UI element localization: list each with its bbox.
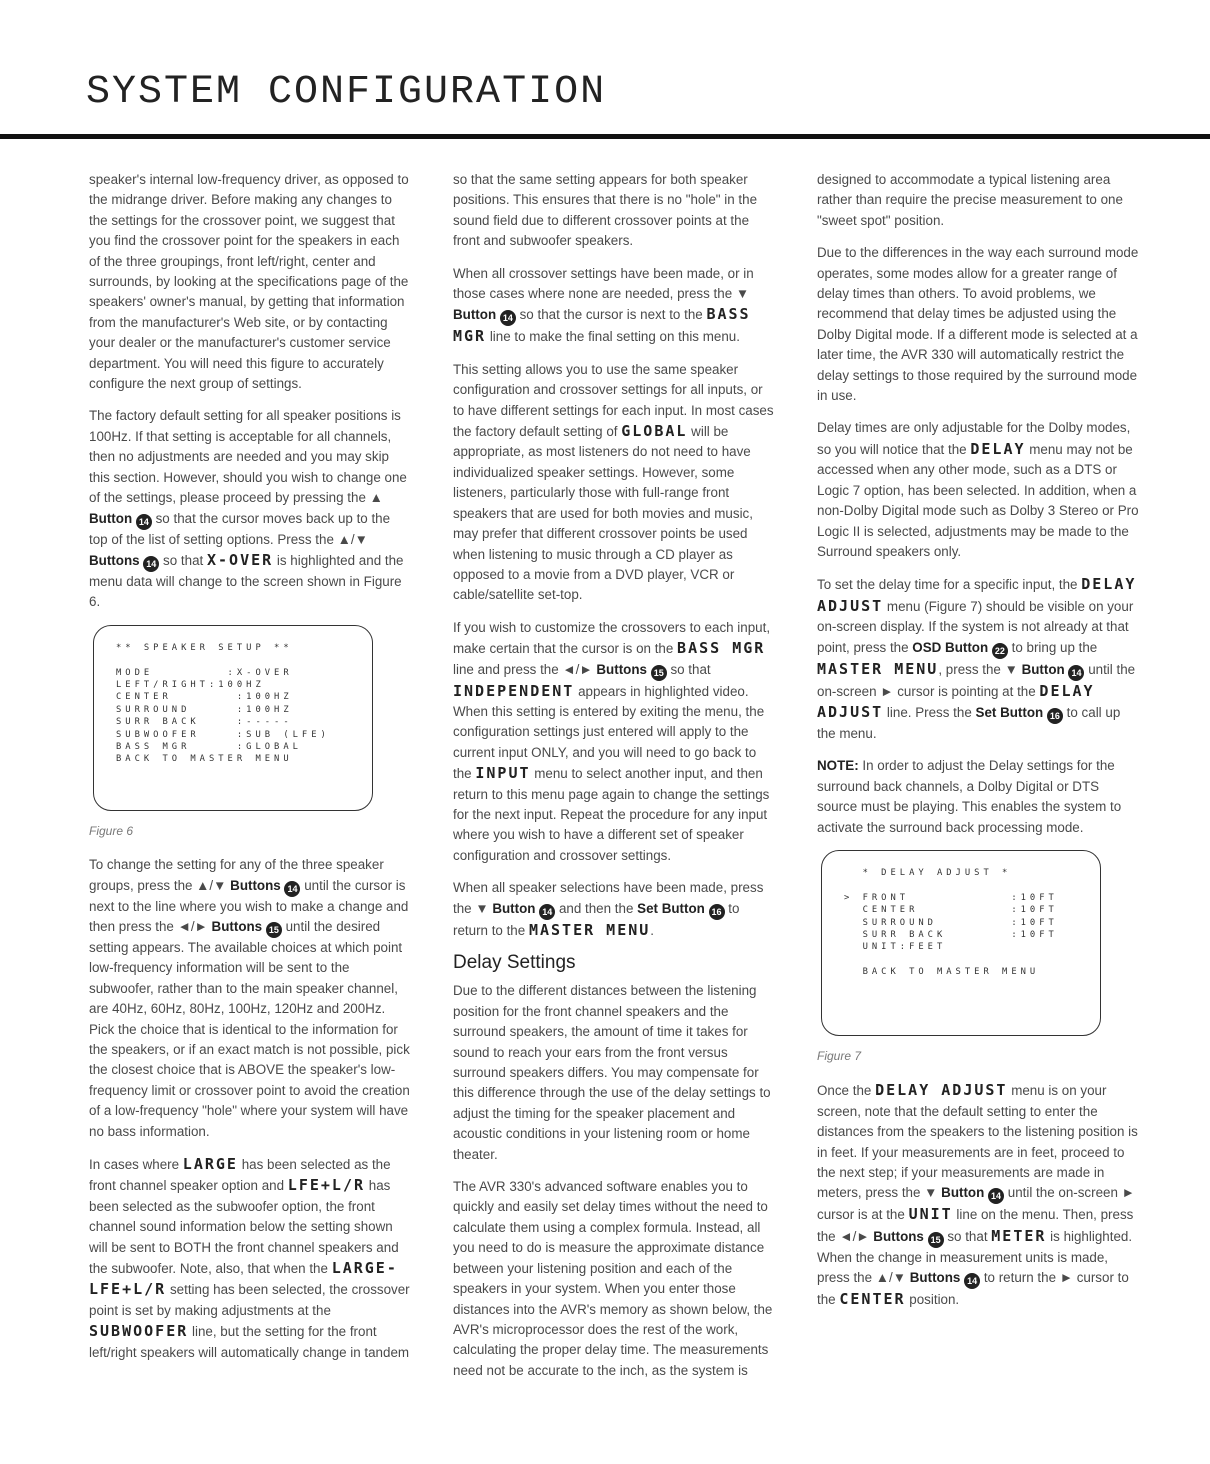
figure-caption: Figure 6: [89, 823, 134, 838]
paragraph: speaker's internal low-frequency driver, as opposed to the midrange driver. Before making any changes to the settings for the crossover point, we suggest that you find the crossover point for the speakers in each of the three groupings, front left/right, center and surrounds, by looking at the specifications page of the speakers' owner's manual, by getting that information from the manufacturer's Web site, or by contacting your dealer or the manufacturer's customer service department. You will need this figure to accurately configure the next group of settings.: [89, 172, 409, 392]
paragraph: The AVR 330's advanced software enables you to quickly and easily set delay times without the need to calculate them using a complex formula. Instead, all you need to do is measure the approximate distance between your listening position and each of the speakers in your system. When you enter those distances into the AVR's memory as shown below, the AVR's microprocessor does the rest of the work, calculating the proper delay time. The measurements need not be accurate to the inch, as the system is: [453, 1179, 773, 1378]
paragraph: so that the same setting appears for both speaker positions. This ensures that there is no "hole" in the sound field due to different crossover points at the front and subwoofer speakers.: [453, 172, 758, 249]
column-3: [817, 170, 1139, 1323]
column-1: [89, 170, 411, 1375]
figure-caption: Figure 7: [817, 1048, 862, 1063]
paragraph: To set the delay time for a specific input, the DELAY ADJUST menu (Figure 7) should be visible on your on-screen display. If the system is not already at that point, press the OSD Button 22 to bring up the MASTER MENU, press the ▼ Button 14 until the on-screen ► cursor is pointing at the DELAY ADJUST line. Press the Set Button 16 to call up the menu.: [817, 575, 1137, 741]
paragraph: When all crossover settings have been made, or in those cases where none are needed, press the ▼ Button 14 so that the cursor is next to the BASS MGR line to make the final setting on this menu.: [453, 265, 754, 346]
button-number-icon: 14: [964, 1273, 980, 1289]
paragraph: NOTE: In order to adjust the Delay settings for the surround back channels, a Dolby Digital or DTS source must be playing. This enables the system to activate the surround back processing mode.: [817, 758, 1122, 835]
button-number-icon: 14: [539, 904, 555, 920]
button-number-icon: 14: [284, 881, 300, 897]
header-rule: [0, 134, 1210, 139]
osd-delay-adjust-screen: * DELAY ADJUST * > FRONT :10FT CENTER :10FT SURROUND :10FT SURR BACK :10FT UNIT:FEET BACK TO MASTER MENU: [821, 850, 1101, 1036]
paragraph: This setting allows you to use the same speaker configuration and crossover settings for all inputs, or to have different settings for each input. In most cases the factory default setting of GLOBAL will be appropriate, as most listeners do not need to have individualized speaker settings. However, some listeners, particularly those with full-range front speakers that are used for both movies and music, may prefer that different crossover points be used when listening to music through a CD player as opposed to a movie from a DVD player, VCR or cable/satellite set-top.: [453, 361, 774, 603]
paragraph: Once the DELAY ADJUST menu is on your screen, note that the default setting to enter the distances from the speakers to the listening position is in feet. If your measurements are in feet, proceed to the next step; if your measurements are made in meters, press the ▼ Button 14 until the on-screen ► cursor is at the UNIT line on the menu. Then, press the ◄/► Buttons 15 so that METER is highlighted. When the change in measurement units is made, press the ▲/▼ Buttons 14 to return the ► cursor to the CENTER position.: [817, 1081, 1138, 1309]
paragraph: When all speaker selections have been made, press the ▼ Button 14 and then the Set Button 16 to return to the MASTER MENU.: [453, 880, 764, 939]
paragraph: Due to the differences in the way each surround mode operates, some modes allow for a greater range of delay times than others. To avoid problems, we recommend that delay times be adjusted using the Dolby Digital mode. If a different mode is selected at a later time, the AVR 330 will automatically restrict the delay settings to those required by the surround mode in use.: [817, 245, 1139, 404]
button-number-icon: 14: [1068, 665, 1084, 681]
paragraph: designed to accommodate a typical listening area rather than require the precise measurement to one "sweet spot" position.: [817, 172, 1123, 228]
paragraph: Due to the different distances between the listening position for the front channel speakers and the surround speakers, the amount of time it takes for sound to reach your ears from the front versus surround speakers differs. You may compensate for this difference through the use of the delay settings to adjust the timing for the speaker placement and acoustic conditions in your listening room or home theater.: [453, 983, 771, 1162]
button-number-icon: 15: [651, 665, 667, 681]
button-number-icon: 14: [136, 514, 152, 530]
button-number-icon: 14: [988, 1188, 1004, 1204]
paragraph: The factory default setting for all speaker positions is 100Hz. If that setting is acceptable for all channels, then no adjustments are needed and you may skip this section. However, should you wish to change one of the settings, please proceed by pressing the ▲ Button 14 so that the cursor moves back up to the top of the list of setting options. Press the ▲/▼ Buttons 14 so that X-OVER is highlighted and the menu data will change to the screen shown in Figure 6.: [89, 408, 407, 610]
page-title: SYSTEM CONFIGURATION: [86, 70, 607, 115]
paragraph: Delay times are only adjustable for the Dolby modes, so you will notice that the DELAY menu may not be accessed when any other mode, such as a DTS or Logic 7 option, has been selected. In addition, when a non-Dolby Digital mode such as Dolby 3 Stereo or Pro Logic II is selected, adjustments may be made to the Surround speakers only.: [817, 420, 1139, 559]
paragraph: To change the setting for any of the three speaker groups, press the ▲/▼ Buttons 14 until the cursor is next to the line where you wish to make a change and then press the ◄/► Buttons 15 until the desired setting appears. The available choices at which point low-frequency information will be sent to the subwoofer, rather than to the main speaker channel, are 40Hz, 60Hz, 80Hz, 100Hz, 120Hz and 200Hz. Pick the choice that is identical to the information for the speakers, or if an exact match is not possible, pick the closest choice that is ABOVE the speaker's low-frequency limit or crossover point to avoid the creation of a low-frequency "hole" where your system will have no bass information.: [89, 857, 410, 1139]
button-number-icon: 16: [709, 904, 725, 920]
column-2: [453, 170, 775, 1393]
button-number-icon: 14: [500, 310, 516, 326]
button-number-icon: 15: [928, 1232, 944, 1248]
paragraph: In cases where LARGE has been selected as the front channel speaker option and LFE+L/R has been selected as the subwoofer option, the front channel sound information below the setting shown will be sent to BOTH the front channel speakers and the subwoofer. Note, also, that when the LARGE-LFE+L/R setting has been selected, the crossover point is set by making adjustments at the SUBWOOFER line, but the setting for the front left/right speakers will automatically change in tandem: [89, 1155, 410, 1360]
osd-speaker-setup-screen: ** SPEAKER SETUP ** MODE :X-OVER LEFT/RIGHT:100HZ CENTER :100HZ SURROUND :100HZ SURR BACK :----- SUBWOOFER :SUB (LFE) BASS MGR :GLOBAL BACK TO MASTER MENU: [93, 625, 373, 811]
button-number-icon: 15: [266, 922, 282, 938]
button-number-icon: 22: [992, 643, 1008, 659]
paragraph: If you wish to customize the crossovers to each input, make certain that the cursor is on the BASS MGR line and press the ◄/► Buttons 15 so that INDEPENDENT appears in highlighted video. When this setting is entered by exiting the menu, the configuration settings just entered will apply to the current input ONLY, and you will need to go back to the INPUT menu to select another input, and then return to this menu page again to change the settings for the next input. Repeat the procedure for any input where you wish to have a different set of speaker configuration and crossover settings.: [453, 619, 771, 863]
button-number-icon: 16: [1047, 708, 1063, 724]
button-number-icon: 14: [143, 556, 159, 572]
section-heading: Delay Settings: [453, 952, 576, 973]
